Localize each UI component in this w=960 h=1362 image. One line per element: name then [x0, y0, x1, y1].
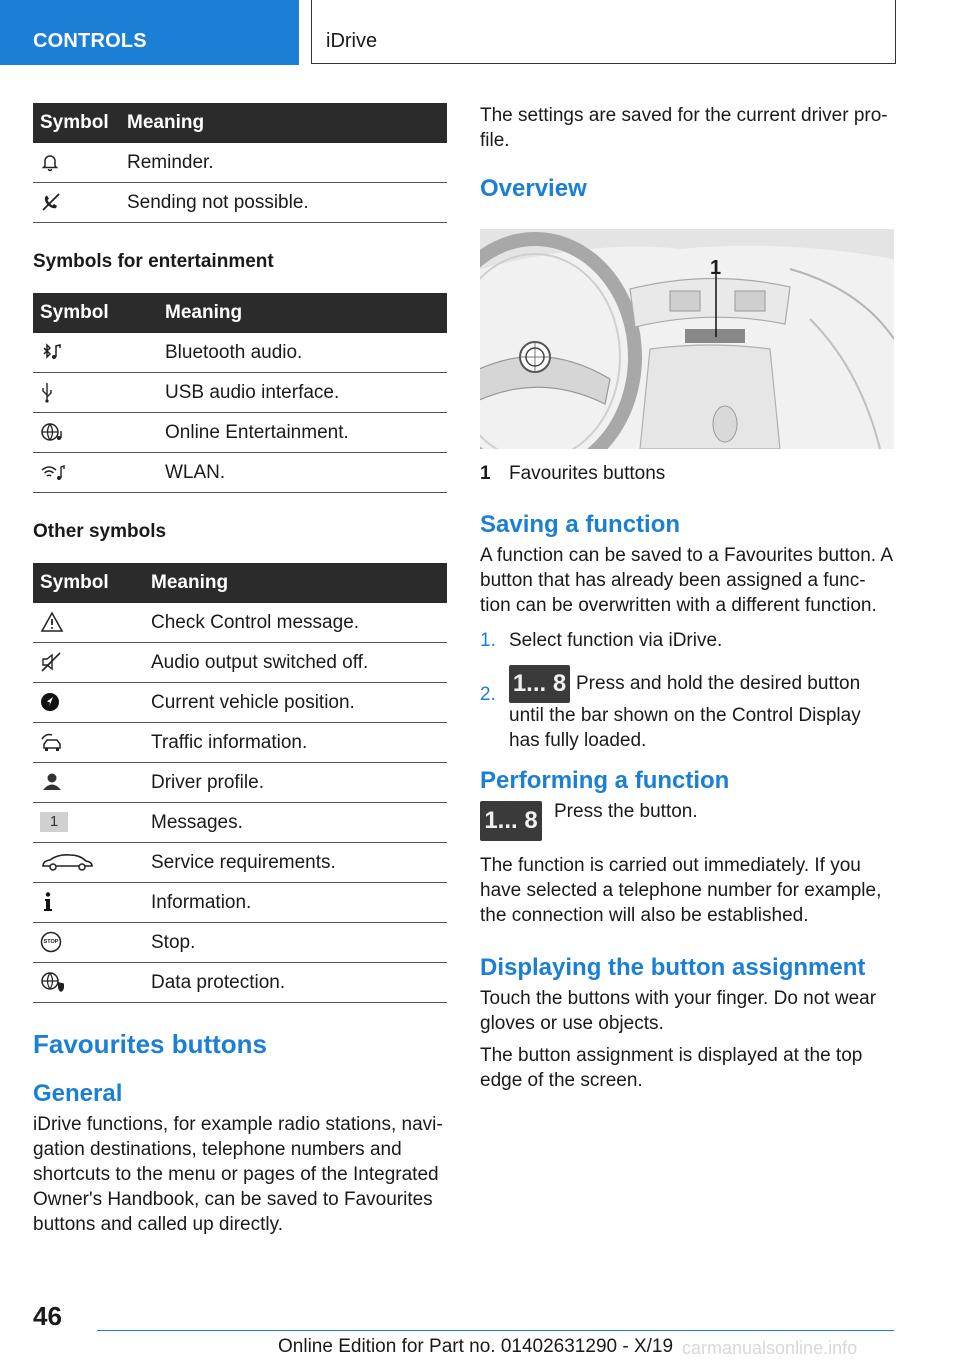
stop-label: STOP — [43, 939, 59, 946]
symbols-table-entertainment — [33, 293, 447, 493]
result-text: The function is carried out immediately. If you have selected a telephone number for example, the connection will also be established. — [480, 855, 882, 926]
legend-text: Favourites buttons — [509, 463, 666, 484]
column-header-meaning: Meaning — [158, 293, 447, 333]
meaning-cell: Check Control message. — [144, 603, 447, 643]
meaning-cell: Audio output switched off. — [144, 643, 447, 683]
column-header-symbol: Symbol — [33, 563, 144, 603]
usb-icon — [40, 381, 54, 403]
other-symbols-heading: Other symbols — [33, 521, 167, 542]
performing-title: Performing a function — [480, 767, 730, 794]
table-row — [33, 843, 447, 883]
table-row — [33, 333, 447, 373]
table-row — [33, 683, 447, 723]
column-header-meaning: Meaning — [120, 103, 447, 143]
bell-icon — [40, 152, 60, 172]
left-column — [33, 103, 447, 1237]
watermark: carmanualsonline.info — [682, 1338, 858, 1358]
meaning-cell: USB audio interface. — [158, 373, 447, 413]
table-row — [33, 413, 447, 453]
bluetooth-audio-icon — [40, 341, 62, 363]
step-text: Select function via iDrive. — [509, 630, 723, 651]
table-row — [33, 763, 447, 803]
position-arrow-icon — [40, 692, 60, 712]
performing-text: Press the button. — [554, 801, 698, 822]
meaning-cell: Data protection. — [144, 963, 447, 1003]
online-globe-icon — [40, 421, 64, 443]
favourites-buttons-title: Favourites buttons — [33, 1029, 268, 1059]
phone-crossed-icon — [40, 191, 62, 213]
column-header-meaning: Meaning — [144, 563, 447, 603]
step-text: Press and hold the desired button until the bar shown on the Control Display has fully loaded. — [509, 673, 861, 751]
saving-title: Saving a function — [480, 511, 681, 538]
meaning-cell: Driver profile. — [144, 763, 447, 803]
chapter-tab — [311, 0, 896, 64]
column-header-symbol: Symbol — [33, 103, 120, 143]
service-car-icon — [40, 852, 94, 872]
stop-icon — [40, 931, 62, 953]
settings-text: The settings are saved for the current driver pro‐file. — [480, 105, 888, 151]
table-row — [33, 723, 447, 763]
table-row — [33, 803, 447, 843]
traffic-car-icon — [40, 731, 64, 753]
callout-number: 1 — [710, 257, 722, 279]
meaning-cell: WLAN. — [158, 453, 447, 493]
meaning-cell: Information. — [144, 883, 447, 923]
table-row — [33, 373, 447, 413]
legend-number: 1 — [480, 463, 491, 484]
speaker-off-icon — [40, 651, 62, 673]
cockpit-illustration — [480, 229, 894, 449]
right-column — [480, 103, 896, 1093]
meaning-cell: Current vehicle position. — [144, 683, 447, 723]
general-title: General — [33, 1080, 123, 1107]
table-row — [33, 923, 447, 963]
info-icon — [40, 891, 56, 913]
symbols-table-other — [33, 563, 447, 1003]
driver-profile-icon — [40, 772, 64, 792]
messages-icon: 1 — [40, 812, 68, 832]
column-header-symbol: Symbol — [33, 293, 158, 333]
table-row — [33, 183, 447, 223]
saving-steps — [480, 628, 896, 753]
list-item — [480, 665, 896, 753]
data-protection-icon — [40, 971, 66, 993]
favourites-button-image: 1... 8 — [480, 801, 542, 841]
step-number: 1. — [480, 630, 496, 651]
general-text: iDrive functions, for example radio stations, navi‐gation destinations, telephone numbers and shortcuts to the menu or pages of the Integrated Owner's Handbook, can be saved to Favourites buttons and called up directly. — [33, 1114, 443, 1235]
table-row — [33, 603, 447, 643]
symbols-table-communication — [33, 103, 447, 223]
entertainment-heading: Symbols for entertainment — [33, 251, 274, 272]
display-text-touch: Touch the buttons with your finger. Do not wear gloves or use objects. — [480, 988, 877, 1034]
display-assignment-title: Displaying the button assignment — [480, 954, 866, 981]
section-title: CONTROLS — [33, 30, 147, 52]
footer-divider — [97, 1330, 894, 1331]
wlan-icon — [40, 461, 66, 483]
meaning-cell: Reminder. — [120, 143, 447, 183]
table-row — [33, 143, 447, 183]
meaning-cell: Messages. — [144, 803, 447, 843]
table-row — [33, 883, 447, 923]
table-row — [33, 453, 447, 493]
meaning-cell: Stop. — [144, 923, 447, 963]
meaning-cell: Bluetooth audio. — [158, 333, 447, 373]
meaning-cell: Sending not possible. — [120, 183, 447, 223]
saving-text: A function can be saved to a Favourites button. A button that has already been assigned a func‐tion can be overwritten with a different function. — [480, 545, 892, 616]
overview-title: Overview — [480, 175, 587, 202]
meaning-cell: Service requirements. — [144, 843, 447, 883]
performing-row — [480, 801, 896, 845]
meaning-cell: Traffic information. — [144, 723, 447, 763]
section-tab — [0, 0, 299, 65]
table-row — [33, 963, 447, 1003]
meaning-cell: Online Entertainment. — [158, 413, 447, 453]
list-item — [480, 628, 896, 653]
favourites-button-image: 1... 8 — [509, 665, 570, 703]
display-text-position: The button assignment is displayed at the top edge of the screen. — [480, 1045, 863, 1091]
edition-text: Online Edition for Part no. 01402631290 - X/19 — [278, 1336, 674, 1357]
warning-triangle-icon — [40, 611, 64, 633]
figure-legend — [480, 463, 896, 485]
table-row — [33, 643, 447, 683]
chapter-title: iDrive — [326, 30, 378, 52]
page-number: 46 — [33, 1301, 62, 1331]
step-number: 2. — [480, 684, 496, 705]
